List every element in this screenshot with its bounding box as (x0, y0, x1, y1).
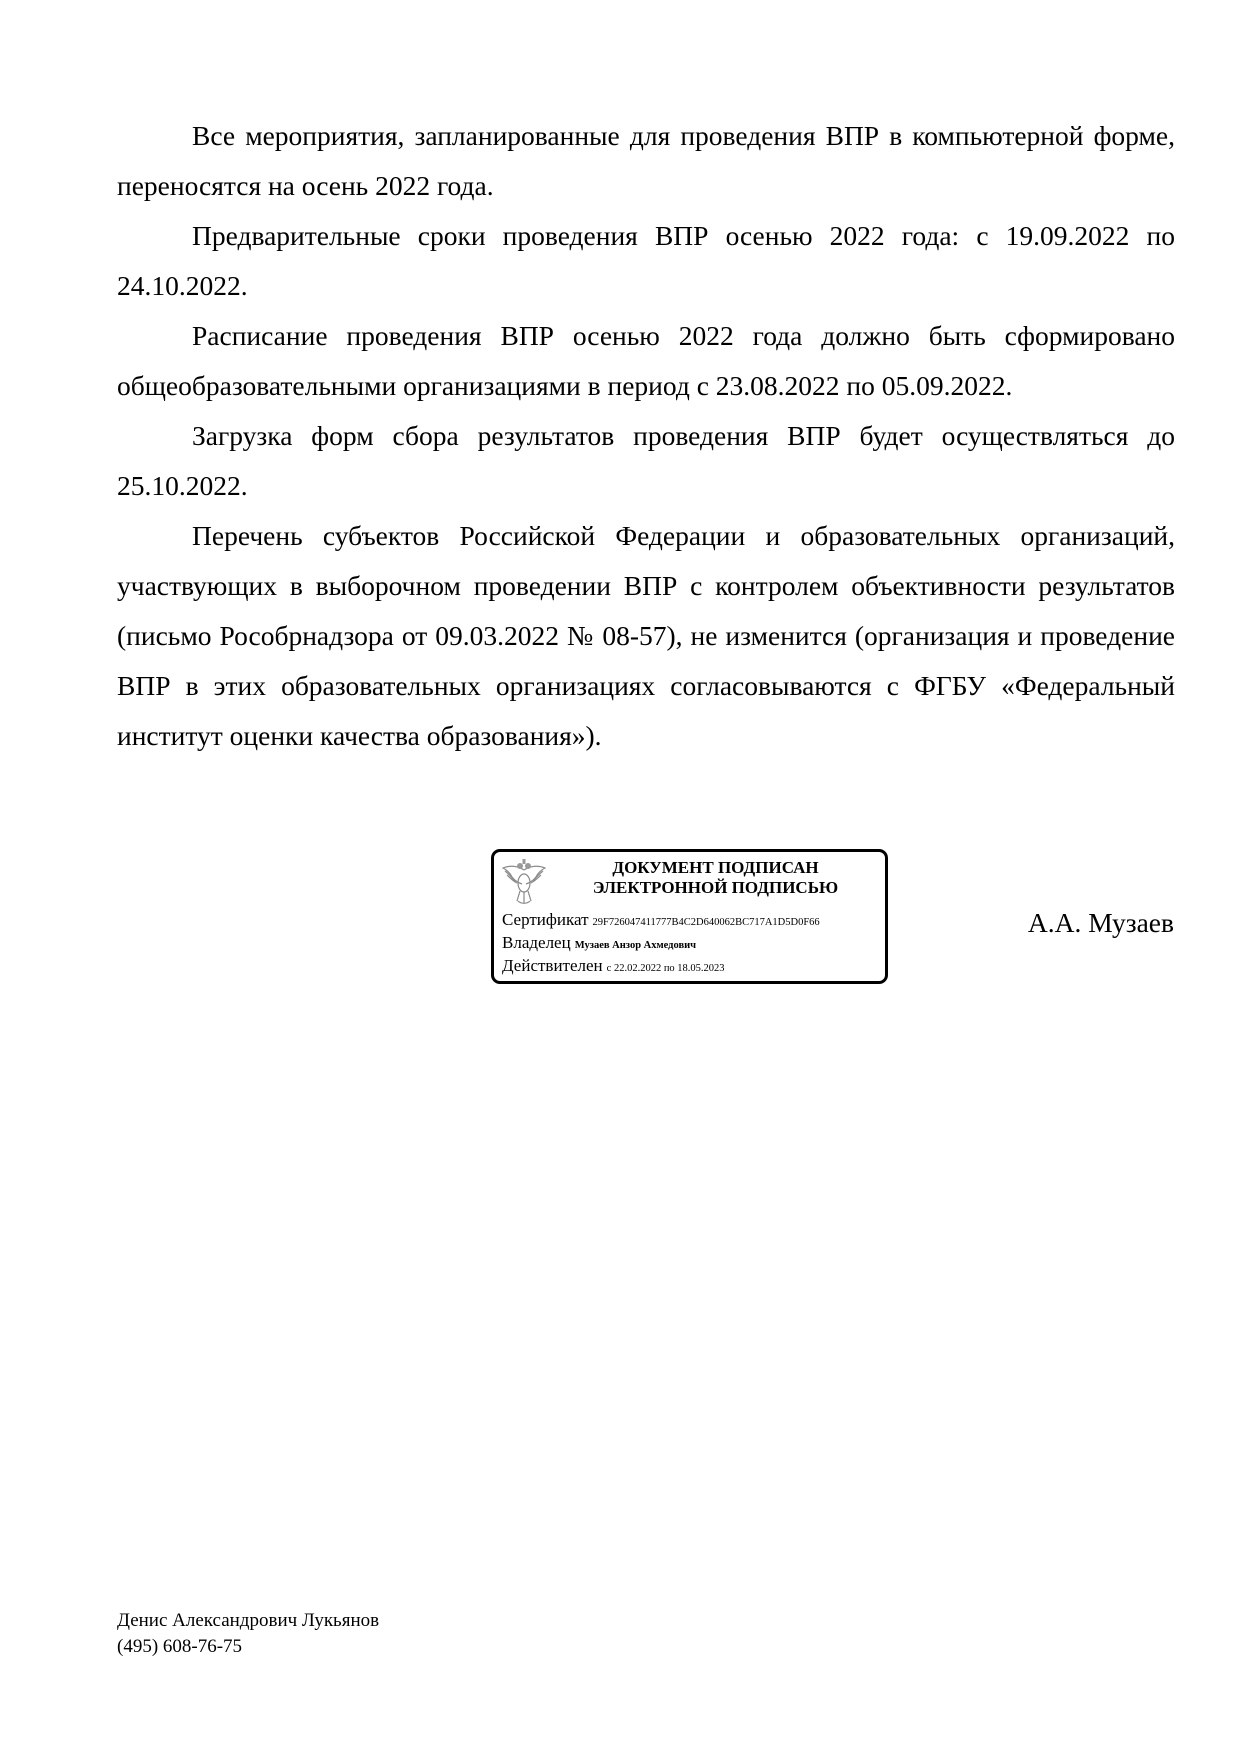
signer-name: А.А. Музаев (1027, 907, 1174, 938)
paragraph-5: Перечень субъектов Российской Федерации и образовательных организаций, участвующих в выборочном проведении ВПР с контролем объективности результатов (письмо Рособрнадзора от 09.03.2022 № 08-57), не изменится (организация и проведение ВПР в этих образовательных организациях согласовываются с ФГБУ «Федеральный институт оценки качества образования»). (117, 520, 1175, 751)
paragraph-4: Загрузка форм сбора результатов проведения ВПР будет осуществляться до 25.10.2022. (117, 420, 1175, 501)
contact-block (117, 1608, 379, 1660)
contact-name: Денис Александрович Лукьянов (117, 1610, 380, 1631)
valid-row (502, 956, 881, 979)
stamp-title-line-1: ДОКУМЕНТ ПОДПИСАН (612, 858, 819, 877)
stamp-title (554, 858, 877, 898)
certificate-row (502, 910, 881, 933)
paragraph-1: Все мероприятия, запланированные для проведения ВПР в компьютерной форме, переносятся на осень 2022 года. (117, 120, 1175, 201)
stamp-details (502, 910, 881, 979)
owner-row (502, 933, 881, 956)
eagle-emblem-icon (498, 856, 550, 908)
contact-phone: (495) 608-76-75 (117, 1636, 243, 1657)
letter-body (117, 111, 1175, 761)
electronic-signature-stamp (491, 849, 888, 984)
paragraph-3: Расписание проведения ВПР осенью 2022 года должно быть сформировано общеобразовательными организациями в период с 23.08.2022 по 05.09.2022. (117, 320, 1175, 401)
valid-label: Действителен (502, 956, 603, 975)
paragraph-2: Предварительные сроки проведения ВПР осенью 2022 года: с 19.09.2022 по 24.10.2022. (117, 220, 1175, 301)
owner-label: Владелец (502, 933, 571, 952)
certificate-label: Сертификат (502, 910, 589, 929)
valid-value: с 22.02.2022 по 18.05.2023 (606, 963, 725, 974)
certificate-value: 29F726047411777B4C2D640062BC717A1D5D0F66 (592, 917, 820, 928)
owner-value: Музаев Анзор Ахмедович (574, 940, 697, 951)
stamp-title-line-2: ЭЛЕКТРОННОЙ ПОДПИСЬЮ (592, 878, 839, 897)
